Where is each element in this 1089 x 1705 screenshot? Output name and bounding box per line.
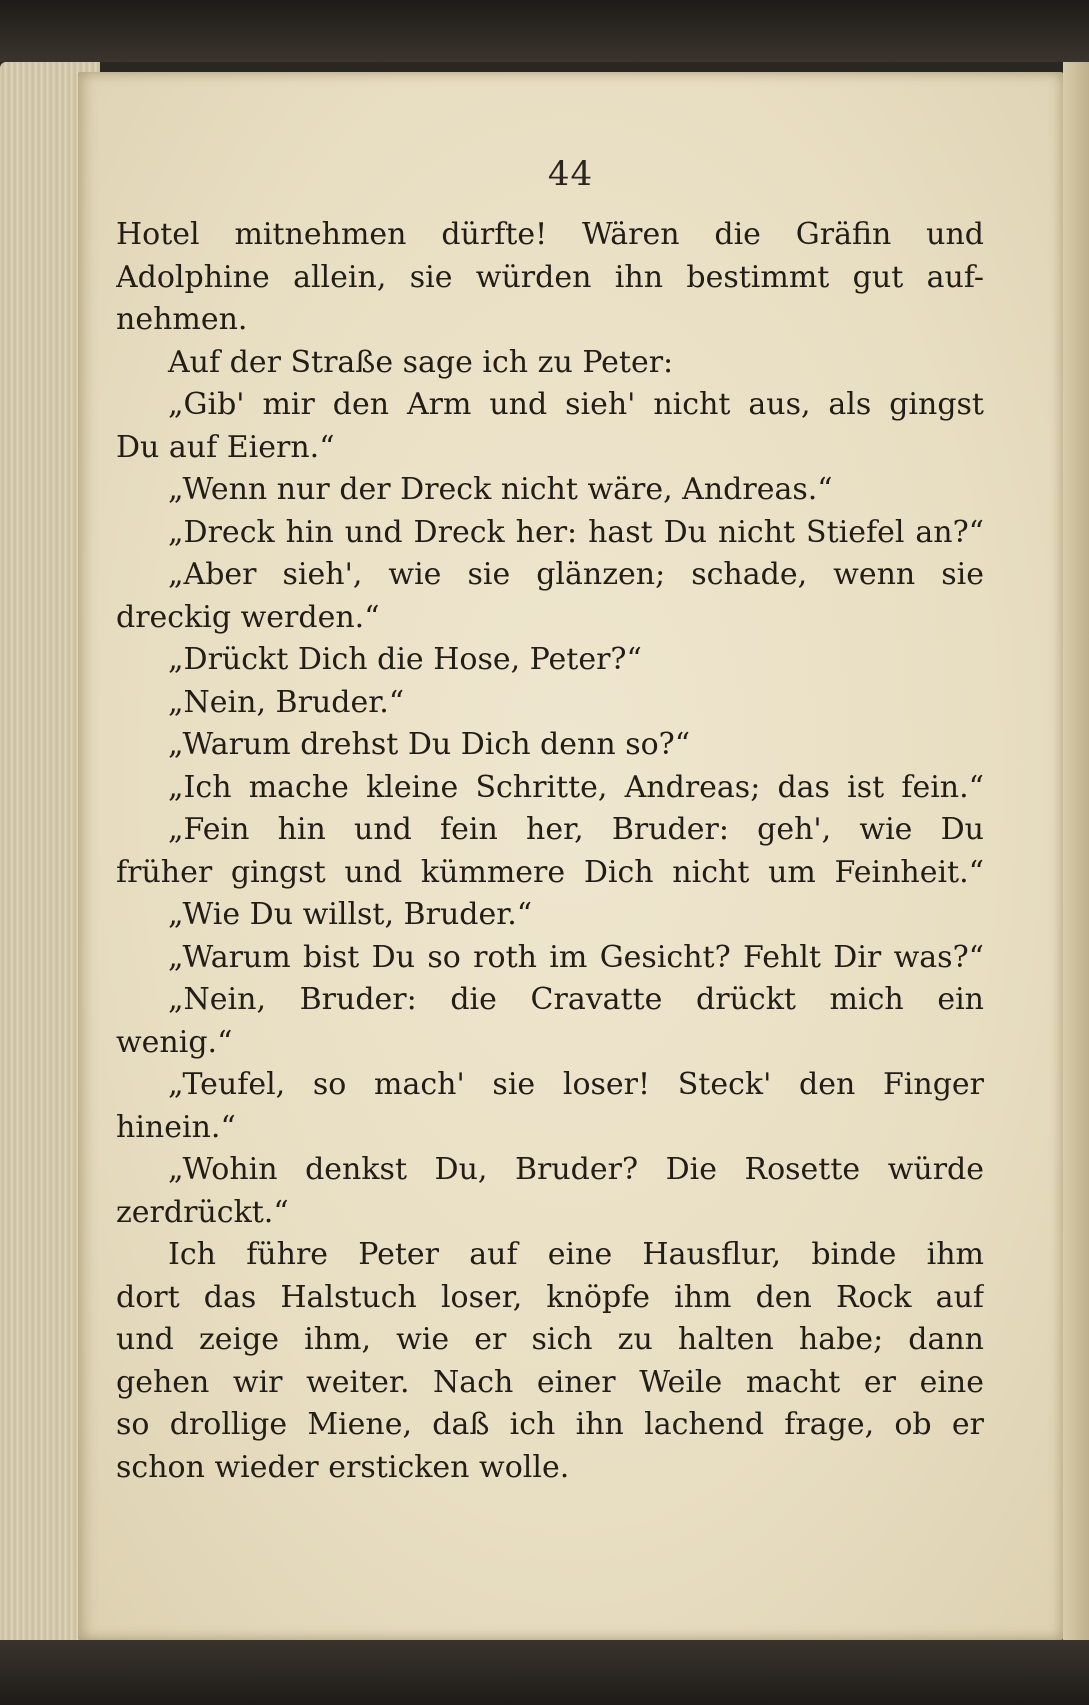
- text-line: „Nein, Bruder: die Cravatte drückt mich ein: [168, 982, 984, 1017]
- text-line: Ich führe Peter auf eine Hausflur, binde ihm: [168, 1237, 984, 1272]
- text-line: Du auf Eiern.“: [116, 429, 335, 465]
- text-line: gehen wir weiter. Nach einer Weile macht er eine: [116, 1364, 984, 1400]
- text-line: „Dreck hin und Dreck her: hast Du nicht Stiefel an?“: [168, 514, 984, 550]
- text-line: so drollige Miene, daß ich ihn lachend frage, ob er: [116, 1407, 984, 1442]
- book-cover-bottom: [0, 1640, 1089, 1705]
- text-line: „Aber sieh', wie sie glänzen; schade, wenn sie: [168, 557, 984, 592]
- text-line: hinein.“: [116, 1109, 236, 1145]
- text-line: „Teufel, so mach' sie loser! Steck' den Finger: [168, 1067, 984, 1102]
- text-line: „Drückt Dich die Hose, Peter?“: [168, 642, 642, 677]
- next-page-edge: [1063, 62, 1089, 1662]
- text-line: „Wohin denkst Du, Bruder? Die Rosette würde: [168, 1152, 984, 1187]
- text-line: früher gingst und kümmere Dich nicht um Feinheit.“: [116, 854, 984, 890]
- text-line: „Gib' mir den Arm und sieh' nicht aus, als gingst: [168, 387, 984, 422]
- book-cover-top: [0, 0, 1089, 62]
- page-number: 44: [547, 154, 594, 194]
- text-line: „Fein hin und fein her, Bruder: geh', wie Du: [168, 812, 984, 847]
- page-text: [116, 214, 984, 1489]
- text-line: Auf der Straße sage ich zu Peter:: [168, 344, 674, 380]
- text-line: schon wieder ersticken wolle.: [116, 1449, 570, 1485]
- text-line: Hotel mitnehmen dürfte! Wären die Gräfin und: [116, 217, 984, 252]
- text-line: „Ich mache kleine Schritte, Andreas; das ist fein.“: [168, 769, 984, 805]
- text-line: und zeige ihm, wie er sich zu halten habe; dann: [116, 1322, 984, 1357]
- text-line: „Wie Du willst, Bruder.“: [168, 897, 533, 932]
- text-line: „Wenn nur der Dreck nicht wäre, Andreas.“: [168, 472, 833, 507]
- text-line: Adolphine allein, sie würden ihn bestimmt gut auf-: [116, 259, 984, 295]
- text-line: wenig.“: [116, 1024, 233, 1060]
- text-line: „Warum bist Du so roth im Gesicht? Fehlt Dir was?“: [168, 939, 984, 975]
- text-line: dreckig werden.“: [116, 599, 380, 635]
- text-line: dort das Halstuch loser, knöpfe ihm den Rock auf: [116, 1279, 984, 1315]
- text-line: „Nein, Bruder.“: [168, 684, 405, 720]
- text-line: „Warum drehst Du Dich denn so?“: [168, 727, 691, 762]
- text-line: zerdrückt.“: [116, 1194, 289, 1230]
- text-line: nehmen.: [116, 302, 248, 337]
